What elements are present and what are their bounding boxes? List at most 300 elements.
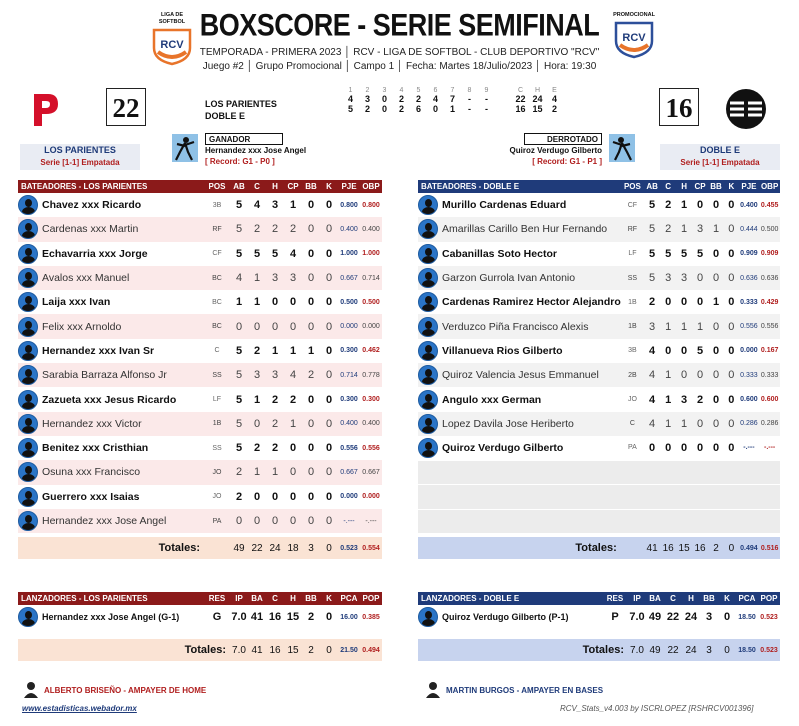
stat-cell: 0 bbox=[307, 466, 315, 479]
stat-cell: 0.333 bbox=[740, 371, 758, 379]
stat-cell: 1 bbox=[253, 296, 261, 309]
stat-cell: 0 bbox=[289, 320, 297, 333]
stat-cell: 0 bbox=[696, 441, 704, 454]
stat-cell: 0 bbox=[271, 320, 279, 333]
column-header: C bbox=[254, 182, 260, 191]
player-name: Osuna xxx Francisco bbox=[42, 466, 141, 479]
stat-cell: 2 bbox=[271, 393, 279, 406]
stat-cell: 1 bbox=[289, 344, 297, 357]
table-row[interactable] bbox=[418, 387, 780, 411]
stat-cell: 0 bbox=[713, 393, 720, 406]
stat-cell: 5 bbox=[681, 247, 688, 260]
player-name: Verduzco Piña Francisco Alexis bbox=[442, 320, 589, 333]
stat-cell: 0 bbox=[728, 223, 735, 236]
empty-row bbox=[418, 509, 780, 533]
stat-cell: LF bbox=[628, 250, 637, 258]
totals-cell: 24 bbox=[685, 644, 697, 656]
totals-row bbox=[18, 639, 382, 661]
inning-header: 4 bbox=[399, 87, 404, 94]
che-header: H bbox=[534, 87, 541, 94]
team1-info bbox=[20, 144, 140, 170]
totals-cell: 22 bbox=[251, 542, 263, 554]
team2-info bbox=[660, 144, 780, 170]
stat-cell: 0.000 bbox=[362, 323, 380, 331]
stat-cell: 0 bbox=[713, 320, 720, 333]
totals-cell: 0 bbox=[326, 542, 332, 554]
totals-label: Totales: bbox=[575, 542, 617, 555]
inning-header: 8 bbox=[467, 87, 472, 94]
table-row[interactable] bbox=[418, 412, 780, 436]
stat-cell: 3 bbox=[253, 369, 261, 382]
player-avatar-icon bbox=[418, 607, 438, 627]
column-header: C bbox=[670, 594, 676, 603]
stat-cell: 0 bbox=[289, 466, 297, 479]
stat-cell: 2 bbox=[271, 442, 279, 455]
inning-header: 5 bbox=[416, 87, 421, 94]
player-wrap bbox=[418, 266, 621, 290]
player-cell bbox=[18, 485, 204, 509]
player-name: Benitez xxx Cristhian bbox=[42, 442, 149, 455]
stat-cell: 0 bbox=[665, 441, 672, 454]
inning-runs: 0 bbox=[432, 104, 438, 114]
stat-cell: 0.500 bbox=[340, 298, 358, 306]
player-wrap bbox=[418, 315, 621, 339]
stat-cell: 3 bbox=[271, 199, 279, 212]
player-avatar-icon bbox=[418, 438, 438, 458]
stat-cell: 1 bbox=[713, 223, 720, 236]
player-cell bbox=[418, 314, 621, 338]
stat-cell: RF bbox=[627, 225, 638, 233]
totals-cell: 49 bbox=[233, 542, 245, 554]
player-wrap bbox=[418, 242, 621, 266]
player-name: Murillo Cardenas Eduard bbox=[442, 199, 567, 212]
team1-name: LOS PARIENTES bbox=[44, 145, 116, 155]
table-row[interactable] bbox=[418, 242, 780, 266]
subtitle-line1: TEMPORADA - PRIMERA 2023 │ RCV - LIGA DE SOFTBOL - CLUB DEPORTIVO "RCV" bbox=[199, 47, 600, 58]
table-row[interactable] bbox=[18, 242, 382, 266]
table-row[interactable] bbox=[18, 509, 382, 533]
inning-runs: 2 bbox=[415, 94, 421, 104]
stat-cell: 2 bbox=[665, 223, 672, 236]
stat-cell: 5 bbox=[696, 247, 704, 260]
player-wrap bbox=[18, 290, 204, 314]
column-header: BB bbox=[305, 182, 317, 191]
stat-cell: 0 bbox=[307, 490, 315, 503]
stat-cell: 1 bbox=[665, 393, 672, 406]
player-name: Felix xxx Arnoldo bbox=[42, 320, 122, 333]
player-cell bbox=[418, 290, 621, 314]
player-cell bbox=[418, 412, 621, 436]
player-avatar-icon bbox=[18, 607, 38, 627]
stat-cell: 0.556 bbox=[760, 323, 779, 331]
stat-cell: BC bbox=[212, 298, 222, 306]
column-header: AB bbox=[233, 182, 245, 191]
table-row[interactable] bbox=[18, 485, 382, 509]
spacer bbox=[495, 94, 512, 104]
inning-header: 7 bbox=[450, 87, 455, 94]
totals-cell: 0 bbox=[326, 644, 332, 656]
stat-cell: 0 bbox=[235, 320, 243, 333]
stat-cell: 49 bbox=[648, 611, 662, 624]
column-header: H bbox=[681, 182, 687, 191]
player-name: Hernandez xxx Ivan Sr bbox=[42, 344, 155, 357]
stat-cell: 0 bbox=[696, 199, 704, 212]
table-row[interactable] bbox=[18, 266, 382, 290]
stat-cell: 0.400 bbox=[362, 420, 380, 428]
table-row[interactable] bbox=[18, 363, 382, 387]
stat-cell: 0.600 bbox=[760, 396, 779, 404]
column-header: CP bbox=[694, 182, 706, 191]
loser-record: [ Record: G1 - P1 ] bbox=[532, 157, 602, 166]
stat-cell: 0 bbox=[325, 611, 333, 624]
stat-cell: 4 bbox=[253, 199, 261, 212]
stat-cell: 1 bbox=[681, 417, 688, 430]
stat-cell: 0.909 bbox=[740, 250, 758, 258]
stat-cell: 1 bbox=[271, 466, 279, 479]
totals-cell: 49 bbox=[649, 644, 661, 656]
player-cell bbox=[418, 363, 621, 387]
spacer-cell bbox=[18, 629, 382, 639]
inning-runs: - bbox=[468, 104, 471, 114]
linescore-team1: LOS PARIENTES bbox=[205, 99, 277, 109]
column-header: K bbox=[326, 182, 332, 191]
stat-cell: 0 bbox=[728, 247, 735, 260]
stat-cell: 0 bbox=[307, 272, 315, 285]
website-link[interactable]: www.estadisticas.webador.mx bbox=[22, 704, 137, 713]
stat-cell: 2 bbox=[665, 199, 672, 212]
inning-runs: 1 bbox=[449, 104, 455, 114]
stat-cell: 0.636 bbox=[740, 274, 758, 282]
stat-cell: 0 bbox=[289, 296, 297, 309]
player-name: Chavez xxx Ricardo bbox=[42, 199, 142, 212]
player-name: Villanueva Rios Gilberto bbox=[442, 344, 563, 357]
spacer-row bbox=[18, 629, 382, 639]
inning-runs: - bbox=[468, 94, 471, 104]
column-header: BB bbox=[703, 594, 715, 603]
stat-cell: 0.556 bbox=[340, 444, 358, 452]
table-row[interactable] bbox=[18, 436, 382, 460]
stat-cell: 0 bbox=[696, 272, 704, 285]
totals-cell: 41 bbox=[251, 644, 263, 656]
inning-runs: 4 bbox=[347, 94, 353, 104]
table-header bbox=[418, 180, 780, 193]
stat-cell: 3B bbox=[628, 347, 637, 355]
player-wrap bbox=[18, 388, 204, 412]
stat-cell: 0 bbox=[728, 441, 735, 454]
totals-cell: 0 bbox=[728, 542, 735, 554]
stat-cell: -.--- bbox=[343, 517, 355, 525]
stat-cell: 1B bbox=[628, 323, 637, 331]
che-header: C bbox=[517, 87, 524, 94]
stat-cell: CF bbox=[212, 250, 222, 258]
empty-cell bbox=[418, 460, 780, 484]
doble-e-logo-icon bbox=[722, 88, 770, 130]
stat-cell: 0 bbox=[325, 466, 333, 479]
table-row[interactable] bbox=[418, 363, 780, 387]
stat-cell: 5 bbox=[235, 442, 243, 455]
che-value: 15 bbox=[532, 104, 543, 114]
table-row[interactable] bbox=[418, 217, 780, 241]
stat-cell: 5 bbox=[271, 247, 279, 260]
stat-cell: PA bbox=[628, 444, 637, 452]
player-avatar-icon bbox=[418, 292, 438, 312]
stat-cell: 1 bbox=[307, 344, 315, 357]
player-avatar-icon bbox=[18, 365, 38, 385]
player-cell bbox=[18, 387, 204, 411]
stat-cell: 41 bbox=[250, 611, 264, 624]
stat-cell: 0.400 bbox=[740, 201, 758, 209]
empty-cell bbox=[418, 485, 780, 509]
stat-cell: 0.600 bbox=[740, 396, 758, 404]
player-cell bbox=[18, 363, 204, 387]
stat-cell: 2 bbox=[271, 223, 279, 236]
stat-cell: 5 bbox=[696, 344, 704, 357]
stat-cell: 0 bbox=[728, 369, 735, 382]
stat-cell: 5 bbox=[235, 369, 243, 382]
stat-cell: 1 bbox=[713, 296, 720, 309]
table-row[interactable] bbox=[418, 314, 780, 338]
stat-cell: 2 bbox=[307, 369, 315, 382]
stat-cell: 1 bbox=[253, 466, 261, 479]
stat-cell: 5 bbox=[649, 272, 656, 285]
stat-cell: 1 bbox=[681, 199, 688, 212]
stat-cell: 0.667 bbox=[340, 274, 358, 282]
stat-cell: 15 bbox=[286, 611, 300, 624]
table-row[interactable] bbox=[18, 605, 382, 629]
stat-cell: 0 bbox=[325, 417, 333, 430]
player-cell bbox=[18, 339, 204, 363]
stat-cell: PA bbox=[212, 517, 222, 525]
spacer bbox=[495, 87, 512, 94]
table-row[interactable] bbox=[18, 339, 382, 363]
player-name: Hernandez xxx Jose Angel bbox=[42, 515, 167, 527]
stat-cell: 0 bbox=[665, 344, 672, 357]
totals-cell: 16 bbox=[662, 542, 674, 554]
stat-cell: 0.400 bbox=[340, 420, 358, 428]
empty-row bbox=[418, 460, 780, 484]
stat-cell: 0.800 bbox=[362, 201, 380, 209]
player-cell bbox=[18, 509, 204, 533]
player-name: Amarillas Carillo Ben Hur Fernando bbox=[442, 223, 608, 236]
linescore-team2: DOBLE E bbox=[205, 111, 246, 121]
player-wrap bbox=[18, 509, 204, 533]
player-cell bbox=[418, 242, 621, 266]
stat-cell: 0 bbox=[681, 296, 688, 309]
stat-cell: 0.300 bbox=[340, 347, 358, 355]
player-name: Echavarria xxx Jorge bbox=[42, 247, 148, 260]
stat-cell: 2 bbox=[253, 223, 261, 236]
table-title: BATEADORES - DOBLE E bbox=[421, 182, 520, 191]
player-name: Quiroz Verdugo Gilberto bbox=[442, 441, 564, 454]
column-header: IP bbox=[633, 594, 641, 603]
table-row[interactable] bbox=[418, 605, 780, 629]
column-header: IP bbox=[235, 594, 243, 603]
stat-cell: 5 bbox=[235, 344, 243, 357]
table-row[interactable] bbox=[418, 290, 780, 314]
stat-cell: 3 bbox=[705, 611, 713, 624]
inning-runs: 7 bbox=[449, 94, 455, 104]
stat-cell: 4 bbox=[649, 417, 656, 430]
stat-cell: 5 bbox=[235, 393, 243, 406]
table-header bbox=[18, 592, 382, 605]
umpire-bases: MARTIN BURGOS - AMPAYER EN BASES bbox=[446, 686, 604, 695]
logo-caption: PROMOCIONAL bbox=[613, 12, 655, 18]
stat-cell: 0 bbox=[696, 417, 704, 430]
stat-cell: 4 bbox=[235, 272, 243, 285]
stat-cell: LF bbox=[212, 396, 222, 404]
stat-cell: 0 bbox=[325, 223, 333, 236]
stat-cell: 1B bbox=[628, 298, 637, 306]
loser-pitcher: Quiroz Verdugo Gilberto bbox=[509, 146, 602, 155]
stat-cell: JO bbox=[212, 493, 222, 501]
phillies-logo-icon bbox=[24, 88, 64, 130]
svg-text:RCV: RCV bbox=[160, 39, 184, 51]
table-row[interactable] bbox=[418, 339, 780, 363]
player-wrap bbox=[18, 242, 204, 266]
table-row[interactable] bbox=[18, 193, 382, 217]
empty-row bbox=[418, 485, 780, 509]
table-row[interactable] bbox=[18, 217, 382, 241]
table-row[interactable] bbox=[18, 460, 382, 484]
winner-label: GANADOR bbox=[205, 133, 283, 145]
player-cell bbox=[18, 605, 204, 629]
column-header: AB bbox=[646, 182, 658, 191]
stat-cell: P bbox=[611, 611, 619, 624]
stat-cell: 3 bbox=[271, 369, 279, 382]
stat-cell: 3 bbox=[649, 320, 656, 333]
stat-cell: 1 bbox=[235, 296, 243, 309]
player-avatar-icon bbox=[418, 317, 438, 337]
stat-cell: 24 bbox=[684, 611, 698, 624]
subtitle-line2: Juego #2 │ Grupo Promocional │ Campo 1 │ Fecha: Martes 18/Julio/2023 │ Hora: 19:30 bbox=[202, 61, 597, 72]
column-header: OBP bbox=[760, 182, 779, 191]
stat-cell: 16.00 bbox=[340, 613, 358, 621]
stat-cell: 0.444 bbox=[740, 225, 758, 233]
totals-cell: 16 bbox=[269, 644, 281, 656]
stat-cell: 5 bbox=[253, 247, 261, 260]
totals-cell: 16 bbox=[694, 542, 706, 554]
player-name: Quiroz Valencia Jesus Emmanuel bbox=[442, 369, 599, 382]
totals-pos-blank bbox=[621, 537, 644, 559]
player-wrap bbox=[418, 290, 621, 314]
stat-cell: 0.000 bbox=[740, 347, 758, 355]
player-name: Hernandez xxx Jose Angel (G-1) bbox=[42, 612, 180, 623]
inning-header: 9 bbox=[484, 87, 489, 94]
totals-cell: 41 bbox=[646, 542, 658, 554]
stat-cell: 0 bbox=[649, 441, 656, 454]
player-wrap bbox=[418, 436, 621, 460]
stat-cell: 0 bbox=[713, 369, 720, 382]
umpire-icon bbox=[22, 680, 40, 698]
player-cell bbox=[418, 339, 621, 363]
stat-cell: 5 bbox=[665, 247, 672, 260]
stat-cell: 2 bbox=[289, 223, 297, 236]
stat-cell: 0.400 bbox=[340, 225, 358, 233]
stat-cell: 1 bbox=[271, 344, 279, 357]
stat-cell: 0 bbox=[307, 515, 315, 527]
stat-cell: 1 bbox=[681, 320, 688, 333]
player-avatar-icon bbox=[18, 438, 38, 458]
totals-cell: 3 bbox=[706, 644, 712, 656]
stat-cell: 0.000 bbox=[340, 493, 358, 501]
stat-cell: 3 bbox=[665, 272, 672, 285]
table-row[interactable] bbox=[418, 266, 780, 290]
player-avatar-icon bbox=[418, 414, 438, 434]
table-row[interactable] bbox=[418, 436, 780, 461]
stat-cell: 5 bbox=[649, 223, 656, 236]
stat-cell: 0 bbox=[713, 344, 720, 357]
stat-cell: 0.714 bbox=[340, 371, 358, 379]
column-header: BA bbox=[649, 594, 661, 603]
stat-cell: SS bbox=[212, 371, 222, 379]
table-row[interactable] bbox=[18, 387, 382, 411]
player-wrap bbox=[18, 315, 204, 339]
table-row[interactable] bbox=[418, 193, 780, 217]
stat-cell: 0 bbox=[696, 296, 704, 309]
stat-cell: 0 bbox=[235, 515, 243, 527]
player-avatar-icon bbox=[18, 292, 38, 312]
player-wrap bbox=[418, 412, 621, 436]
player-name: Cardenas Ramirez Hector Alejandro bbox=[442, 296, 621, 309]
column-header: OBP bbox=[362, 182, 380, 191]
stat-cell: 5 bbox=[235, 417, 243, 430]
table-row[interactable] bbox=[18, 412, 382, 436]
pitching-table-team1 bbox=[18, 592, 382, 661]
spacer-row bbox=[418, 629, 780, 639]
stat-cell: 0.286 bbox=[760, 420, 779, 428]
stat-cell: 0 bbox=[307, 223, 315, 236]
player-wrap bbox=[418, 217, 621, 241]
stat-cell: 0 bbox=[325, 272, 333, 285]
player-cell bbox=[18, 242, 204, 266]
stat-cell: 0 bbox=[681, 441, 688, 454]
column-header: H bbox=[688, 594, 694, 603]
stat-cell: 1.000 bbox=[362, 250, 380, 258]
stat-cell: 0 bbox=[253, 515, 261, 527]
player-name: Sarabia Barraza Alfonso Jr bbox=[42, 369, 167, 382]
pitcher-silhouette-icon bbox=[609, 134, 635, 162]
stat-cell: 0.167 bbox=[760, 347, 779, 355]
column-header: POP bbox=[362, 594, 380, 603]
inning-runs: 3 bbox=[364, 94, 370, 104]
away-score: 16 bbox=[659, 88, 699, 126]
totals-cell: 2 bbox=[308, 644, 314, 656]
table-row[interactable] bbox=[18, 314, 382, 338]
column-header: POS bbox=[623, 182, 641, 191]
pitcher-silhouette-icon bbox=[172, 134, 198, 162]
stat-cell: 18.50 bbox=[738, 613, 756, 621]
player-name: Guerrero xxx Isaias bbox=[42, 490, 140, 503]
player-avatar-icon bbox=[18, 390, 38, 410]
player-name: Avalos xxx Manuel bbox=[42, 272, 130, 285]
totals-row bbox=[18, 537, 382, 559]
stat-cell: 0 bbox=[713, 199, 720, 212]
stat-cell: 0 bbox=[665, 296, 672, 309]
totals-cell: 3 bbox=[308, 542, 314, 554]
loser-label: DERROTADO bbox=[524, 133, 602, 145]
player-cell bbox=[418, 266, 621, 290]
table-row[interactable] bbox=[18, 290, 382, 314]
column-header: K bbox=[728, 182, 735, 191]
batting-table-team2 bbox=[418, 180, 780, 559]
stat-cell: 0.429 bbox=[760, 298, 779, 306]
stat-cell: 16 bbox=[268, 611, 282, 624]
stat-cell: 0 bbox=[713, 272, 720, 285]
stat-cell: 0 bbox=[307, 199, 315, 212]
stat-cell: 3B bbox=[212, 201, 222, 209]
player-wrap bbox=[18, 363, 204, 387]
inning-runs: 0 bbox=[381, 94, 387, 104]
